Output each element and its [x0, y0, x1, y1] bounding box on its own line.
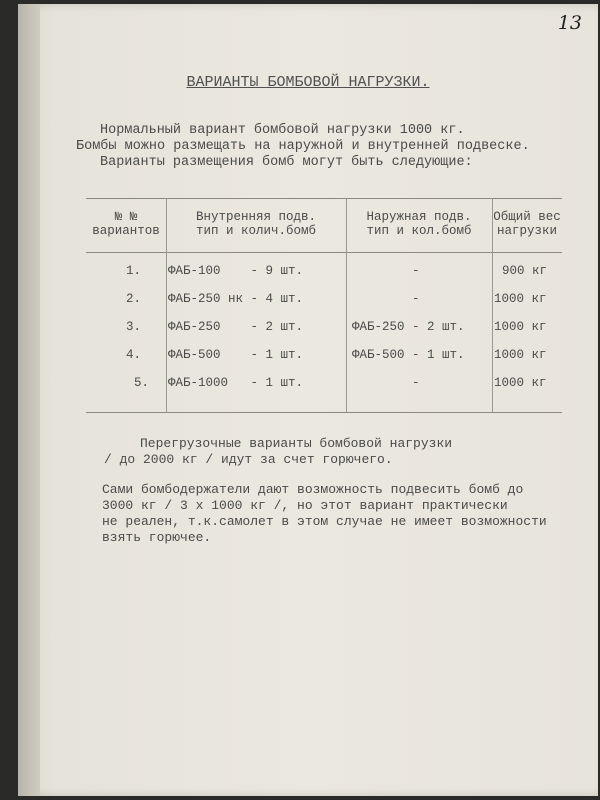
- header-internal-line: Внутренняя подв.: [195, 210, 317, 224]
- row-number: 1.: [126, 264, 142, 278]
- row-external: ФАБ-250 - 2 шт.: [352, 320, 465, 334]
- header-internal-line: тип и колич.бомб: [195, 224, 317, 238]
- table-top-rule: [86, 198, 562, 199]
- table-bottom-rule: [86, 412, 562, 413]
- row-external: -: [412, 376, 420, 390]
- bomb-load-table: [86, 198, 562, 416]
- row-number: 2.: [126, 292, 142, 306]
- row-number: 3.: [126, 320, 142, 334]
- row-number: 5.: [134, 376, 150, 390]
- row-total: 1000 кг: [494, 320, 547, 334]
- row-total: 1000 кг: [494, 376, 547, 390]
- row-external: -: [412, 292, 420, 306]
- header-external-line: Наружная подв.: [366, 210, 472, 224]
- row-external: -: [412, 264, 420, 278]
- row-number: 4.: [126, 348, 142, 362]
- note-line: 3000 кг / 3 х 1000 кг /, но этот вариант практически: [102, 498, 508, 513]
- note-line: не реален, т.к.самолет в этом случае не имеет возможности: [102, 514, 547, 529]
- intro-paragraph: [76, 123, 586, 171]
- overload-paragraph: [104, 436, 453, 468]
- row-total: 1000 кг: [494, 348, 547, 362]
- row-internal: ФАБ-1000 - 1 шт.: [168, 376, 304, 390]
- row-internal: ФАБ-500 - 1 шт.: [168, 348, 304, 362]
- overload-line: Перегрузочные варианты бомбовой нагрузки: [140, 436, 453, 451]
- header-number-line: вариантов: [92, 224, 160, 238]
- intro-line: Варианты размещения бомб могут быть следующие:: [100, 155, 473, 170]
- row-total: 1000 кг: [494, 292, 547, 306]
- header-external: [346, 210, 492, 238]
- header-internal: [166, 210, 346, 238]
- header-number: [86, 210, 166, 238]
- header-total-line: нагрузки: [496, 224, 557, 238]
- note-line: Сами бомбодержатели дают возможность подвесить бомб до: [102, 482, 524, 497]
- row-internal: ФАБ-100 - 9 шт.: [168, 264, 304, 278]
- row-external: ФАБ-500 - 1 шт.: [352, 348, 465, 362]
- header-total-line: Общий вес: [493, 210, 561, 224]
- note-line: взять горючее.: [102, 530, 212, 545]
- table-header-rule: [86, 252, 562, 253]
- header-external-line: тип и кол.бомб: [366, 224, 472, 238]
- document-title: ВАРИАНТЫ БОМБОВОЙ НАГРУЗКИ.: [186, 74, 430, 91]
- intro-line: Нормальный вариант бомбовой нагрузки 1000 кг.: [100, 123, 465, 138]
- header-total: [492, 210, 562, 238]
- header-number-line: № №: [114, 210, 138, 224]
- note-paragraph: [102, 482, 547, 546]
- page-number: 13: [557, 12, 582, 34]
- intro-line: Бомбы можно размещать на наружной и внутренней подвеске.: [76, 139, 530, 154]
- overload-line: / до 2000 кг / идут за счет горючего.: [104, 452, 393, 467]
- row-total: 900 кг: [502, 264, 548, 278]
- row-internal: ФАБ-250 - 2 шт.: [168, 320, 304, 334]
- document-page: [18, 4, 598, 796]
- row-internal: ФАБ-250 нк - 4 шт.: [168, 292, 304, 306]
- binding-edge: [18, 4, 40, 796]
